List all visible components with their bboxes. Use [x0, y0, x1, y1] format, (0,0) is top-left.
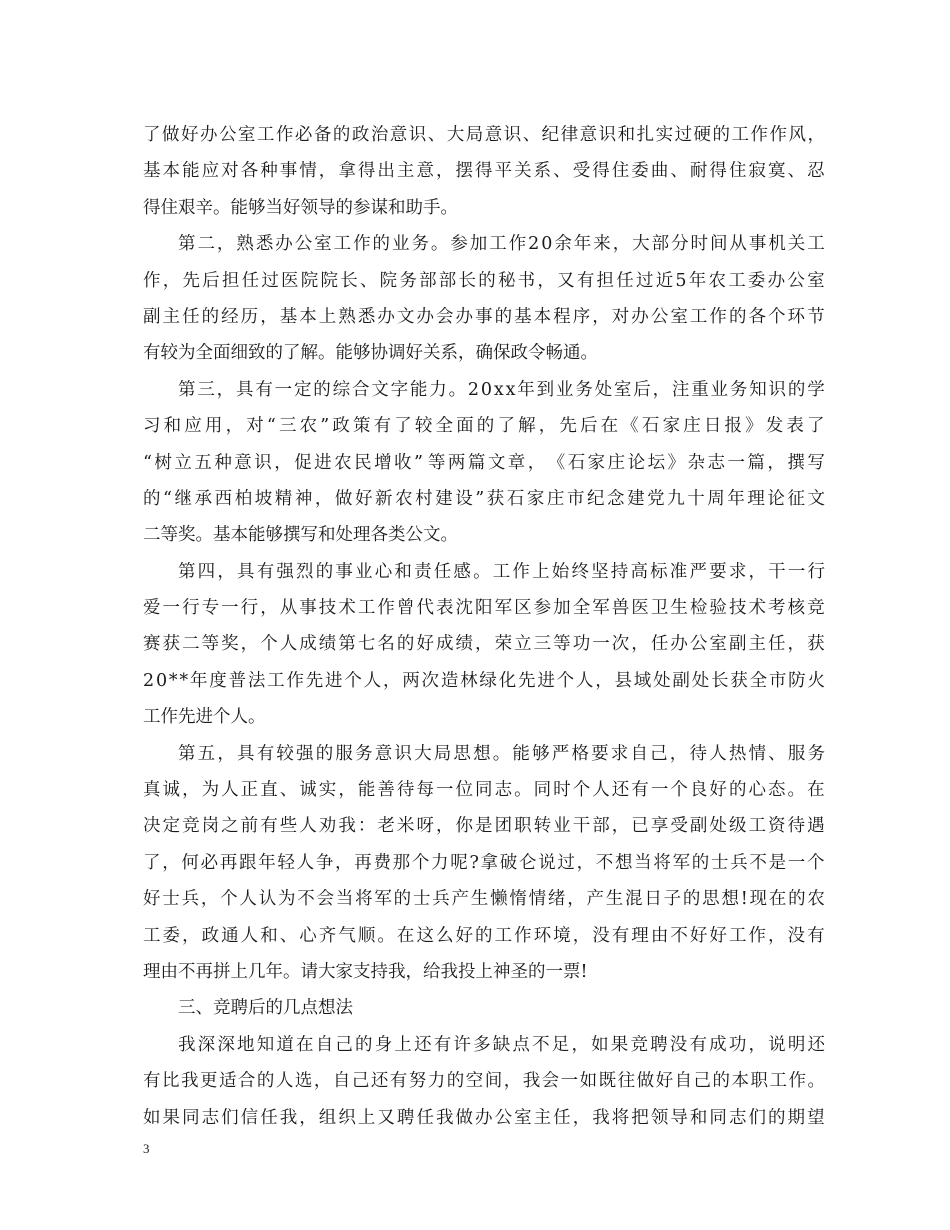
- text-line: 第 二 ， 熟 悉 办 公 室 工 作 的 业 务 。 参 加 工 作 2 0 余 年 来 ， 大 部 分 时 间 从 事 机 关 工: [178, 234, 825, 255]
- text-line: 了 ， 何 必 再 跟 年 轻 人 争 ， 再 费 那 个 力 呢 ? 拿 破 仑 说 过 ， 不 想 当 将 军 的 士 兵 不 是 一 个: [143, 852, 825, 873]
- text-line: 得住艰辛。能够当好领导的参谋和助手。: [143, 197, 458, 218]
- text-line: “ 树 立 五 种 意 识 ， 促 进 农 民 增 收 ” 等 两 篇 文 章 ， 《 石 家 庄 论 坛 》 杂 志 一 篇 ， 撰 写: [143, 452, 825, 473]
- text-line: 第 三 ， 具 有 一 定 的 综 合 文 字 能 力 。 2 0 x x 年 到 业 务 处 室 后 ， 注 重 业 务 知 识 的 学: [178, 379, 825, 400]
- text-line: 好 士 兵 ， 个 人 认 为 不 会 当 将 军 的 士 兵 产 生 懒 惰 情 绪 ， 产 生 混 日 子 的 思 想 ! 现 在 的 农: [143, 889, 825, 910]
- text-line: 工 委 ， 政 通 人 和 、 心 齐 气 顺 。 在 这 么 好 的 工 作 环 境 ， 没 有 理 由 不 好 好 工 作 ， 没 有: [143, 925, 825, 946]
- text-line: 理由不再拼上几年。请大家支持我，给我投上神圣的一票!: [143, 961, 588, 982]
- text-line: 真 诚 ， 为 人 正 直 、 诚 实 ， 能 善 待 每 一 位 同 志 。 同 时 个 人 还 有 一 个 良 好 的 心 态 。 在: [143, 780, 825, 801]
- text-line: 有 比 我 更 适 合 的 人 选 ， 自 己 还 有 努 力 的 空 间 ， 我 会 一 如 既 往 做 好 自 己 的 本 职 工 作 。: [143, 1071, 825, 1092]
- text-line: 爱 一 行 专 一 行 ， 从 事 技 术 工 作 曾 代 表 沈 阳 军 区 参 加 全 军 兽 医 卫 生 检 验 技 术 考 核 竞: [143, 598, 825, 619]
- text-line: 第 四 ， 具 有 强 烈 的 事 业 心 和 责 任 感 。 工 作 上 始 终 坚 持 高 标 准 严 要 求 ， 干 一 行: [178, 561, 825, 582]
- page-number: 3: [143, 1141, 150, 1156]
- text-line: 了 做 好 办 公 室 工 作 必 备 的 政 治 意 识 、 大 局 意 识 、 纪 律 意 识 和 扎 实 过 硬 的 工 作 作 风 ，: [143, 125, 825, 145]
- text-line: 三、竞聘后的几点想法: [178, 998, 353, 1019]
- text-line: 有较为全面细致的了解。能够协调好关系，确保政令畅通。: [143, 343, 598, 364]
- text-line: 第 五 ， 具 有 较 强 的 服 务 意 识 大 局 思 想 。 能 够 严 格 要 求 自 己 ， 待 人 热 情 、 服 务: [178, 743, 825, 764]
- text-line: 工作先进个人。: [143, 707, 266, 728]
- text-line: 2 0 * * 年 度 普 法 工 作 先 进 个 人 ， 两 次 造 林 绿 化 先 进 个 人 ， 县 域 处 副 处 长 获 全 市 防 火: [143, 670, 825, 691]
- body-text: [143, 117, 825, 1136]
- text-line: 作 ， 先 后 担 任 过 医 院 院 长 、 院 务 部 部 长 的 秘 书 ， 又 有 担 任 过 近 5 年 农 工 委 办 公 室: [143, 270, 825, 291]
- text-line: 基 本 能 应 对 各 种 事 情 ， 拿 得 出 主 意 ， 摆 得 平 关 系 、 受 得 住 委 曲 、 耐 得 住 寂 寞 、 忍: [143, 161, 825, 182]
- text-line: 习 和 应 用 ， 对 “ 三 农 ” 政 策 有 了 较 全 面 的 了 解 ， 先 后 在 《 石 家 庄 日 报 》 发 表 了: [143, 416, 825, 437]
- text-line: 的 “ 继 承 西 柏 坡 精 神 ， 做 好 新 农 村 建 设 ” 获 石 家 庄 市 纪 念 建 党 九 十 周 年 理 论 征 文: [143, 488, 825, 509]
- text-line: 副 主 任 的 经 历 ， 基 本 上 熟 悉 办 文 办 会 办 事 的 基 本 程 序 ， 对 办 公 室 工 作 的 各 个 环 节: [143, 306, 825, 327]
- text-line: 二等奖。基本能够撰写和处理各类公文。: [143, 525, 458, 546]
- text-line: 决 定 竞 岗 之 前 有 些 人 劝 我 ： 老 米 呀 ， 你 是 团 职 转 业 干 部 ， 已 享 受 副 处 级 工 资 待 遇: [143, 816, 825, 837]
- text-line: 如 果 同 志 们 信 任 我 ， 组 织 上 又 聘 任 我 做 办 公 室 主 任 ， 我 将 把 领 导 和 同 志 们 的 期 望: [143, 1107, 825, 1128]
- text-line: 赛 获 二 等 奖 ， 个 人 成 绩 第 七 名 的 好 成 绩 ， 荣 立 三 等 功 一 次 ， 任 办 公 室 副 主 任 ， 获: [143, 634, 825, 655]
- text-line: 我 深 深 地 知 道 在 自 己 的 身 上 还 有 许 多 缺 点 不 足 ， 如 果 竞 聘 没 有 成 功 ， 说 明 还: [178, 1034, 825, 1055]
